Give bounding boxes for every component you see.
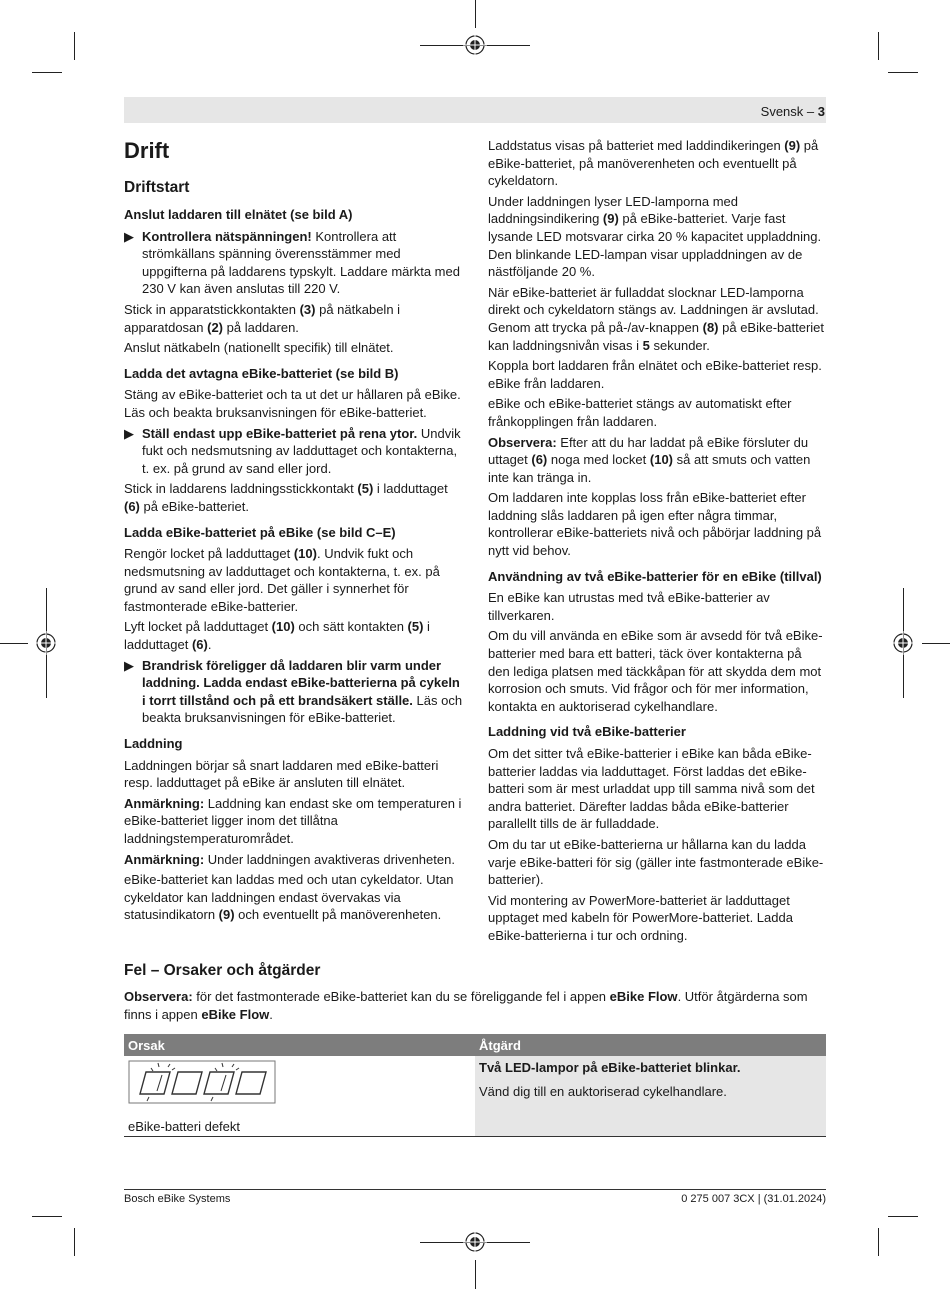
paragraph: Vid montering av PowerMore-batteriet är ladduttaget upptaget med kabeln för PowerMore-batteriet. Ladda eBike-batterierna i tur och ordning. <box>488 892 793 943</box>
paragraph: När eBike-batteriet är fulladdat slocknar LED-lamporna direkt och cykeldatorn stängs av. Laddningen är avslutad. Genom att trycka på på-/av-knappen (8) på eBike-batteriet kan laddningsnivån visas i 5 sekunder. <box>488 284 825 353</box>
crop-mark <box>475 0 476 28</box>
paragraph: Om du vill använda en eBike som är avsedd för två eBike-batterier med bara ett batteri, täck över kontakterna på den lediga platsen med täckkåpan för att skydda dem mot korrosion och smuts. Vid frågor och för mer information, kontakta en auktoriserad cykelhandlare. <box>488 628 823 714</box>
crop-mark <box>0 643 28 644</box>
paragraph: Om du tar ut eBike-batterierna ur hållarna kan du ladda varje eBike-batteri för sig (gäller inte fastmonterade eBike-batterier). <box>488 836 824 888</box>
heading-connect-charger: Anslut laddaren till elnätet (se bild A) <box>124 207 353 222</box>
subsection-title: Driftstart <box>124 179 190 196</box>
cause-cell <box>124 1056 475 1137</box>
heading-two-batteries: Användning av två eBike-batterier för en eBike (tillval) <box>488 568 822 584</box>
warning-bullet: ▶ Ställ endast upp eBike-batteriet på rena ytor. Undvik fukt och nedsmutsning av ladduttaget och kontakterna, t. ex. på grund av sand eller jord. <box>124 425 461 476</box>
footer-doc-id: 0 275 007 3CX | (31.01.2024) <box>681 1193 826 1205</box>
crop-mark <box>74 1228 75 1256</box>
left-column <box>124 138 466 927</box>
crop-mark <box>475 1260 476 1289</box>
errors-table <box>124 1034 826 1137</box>
column-header-cause: Orsak <box>124 1034 475 1056</box>
action-title: Två LED-lampor på eBike-batteriet blinkar. <box>479 1060 741 1075</box>
table-row <box>124 1056 826 1137</box>
paragraph: Om det sitter två eBike-batterier i eBike kan båda eBike-batterier laddas via ladduttaget. Först laddas det eBike-batteri som är mest urladdat upp till samma nivå som det andra batteriet. Därefter laddas båda eBike-batterier parallellt tills de är fulladdade. <box>488 746 815 832</box>
crop-mark <box>888 1216 918 1217</box>
cause-text: eBike-batteri defekt <box>128 1119 241 1134</box>
arrow-icon: ▶ <box>124 228 134 244</box>
paragraph: eBike och eBike-batteriet stängs av automatiskt efter frånkopplingen från laddaren. <box>488 396 792 429</box>
registration-mark-icon <box>34 631 58 655</box>
action-cell <box>475 1056 826 1137</box>
paragraph: Laddstatus visas på batteriet med laddindikeringen (9) på eBike-batteriet, på manöverenheten och eventuellt på cykeldatorn. <box>488 138 819 189</box>
registration-mark-icon <box>463 1230 487 1254</box>
heading-charging-two-batteries: Laddning vid två eBike-batterier <box>488 724 686 740</box>
registration-mark-icon <box>463 33 487 57</box>
page-number: 3 <box>817 104 825 119</box>
action-text: Vänd dig till en auktoriserad cykelhandlare. <box>479 1084 727 1099</box>
paragraph: En eBike kan utrustas med två eBike-batterier av tillverkaren. <box>488 590 770 623</box>
warning-bullet: ▶ Brandrisk föreligger då laddaren blir varm under laddning. Ladda endast eBike-batterierna på cykeln i torrt tillstånd och på ett brandsäkert ställe. Läs och beakta bruksanvisningen för eBike-batteriet. <box>124 657 463 726</box>
paragraph: Anslut nätkabeln (nationellt specifik) till elnätet. <box>124 340 394 356</box>
heading-charge-on-ebike: Ladda eBike-batteriet på eBike (se bild C–E) <box>124 524 396 540</box>
battery-led-blink-icon <box>127 1059 277 1105</box>
paragraph: Under laddningen lyser LED-lamporna med laddningsindikering (9) på eBike-batteriet. Varje fast lysande LED motsvarar cirka 20 % kapacitet uppladdning. Den blinkande LED-lampan visar uppladdningen av de nästföljande 20 %. <box>488 193 822 280</box>
paragraph: Om laddaren inte kopplas loss från eBike-batteriet efter laddning slås laddaren på igen efter några timmar, kontrollerar eBike-batteriets nivå och påbörjar laddning på nytt vid behov. <box>488 490 822 559</box>
header-bar <box>124 97 826 123</box>
page-header <box>761 104 825 119</box>
heading-charge-removed-battery: Ladda det avtagna eBike-batteriet (se bild B) <box>124 365 399 381</box>
paragraph: Laddningen börjar så snart laddaren med eBike-batteri resp. ladduttaget på eBike är ansluten till elnätet. <box>124 757 439 791</box>
section-title: Drift <box>124 138 170 163</box>
note: Anmärkning: Laddning kan endast ske om temperaturen i eBike-batteriet ligger inom det tillåtna laddningstemperaturområdet. <box>124 795 462 846</box>
heading-charging: Laddning <box>124 736 183 752</box>
paragraph: Rengör locket på ladduttaget (10). Undvik fukt och nedsmutsning av ladduttaget och kontakterna, t. ex. på grund av sand eller jord. Det gäller i synnerhet för fastmonterade eBike-batterier. <box>124 546 440 614</box>
errors-heading: Fel – Orsaker och åtgärder <box>124 962 321 979</box>
header-language: Svensk – <box>760 104 815 119</box>
footer-divider <box>124 1189 826 1190</box>
crop-mark <box>32 72 62 73</box>
crop-mark <box>888 72 918 73</box>
crop-mark <box>878 32 879 60</box>
note: Observera: Efter att du har laddat på eBike försluter du uttaget (6) noga med locket (10) så att smuts och vatten inte kan tränga in. <box>488 434 811 485</box>
paragraph: Stick in apparatstickkontakten (3) på nätkabeln i apparatdosan (2) på laddaren. <box>124 301 401 335</box>
note: Anmärkning: Under laddningen avaktiveras drivenheten. <box>124 851 455 867</box>
arrow-icon: ▶ <box>124 657 134 673</box>
errors-note: Observera: för det fastmonterade eBike-batteriet kan du se föreliggande fel i appen eBike Flow. Utför åtgärderna som finns i appen eBike Flow. <box>124 989 808 1022</box>
arrow-icon: ▶ <box>124 425 134 441</box>
column-header-action: Åtgärd <box>475 1034 826 1056</box>
paragraph: Stäng av eBike-batteriet och ta ut det ur hållaren på eBike. Läs och beakta bruksanvisningen för eBike-batteriet. <box>124 387 461 420</box>
paragraph: Stick in laddarens laddningsstickkontakt (5) i ladduttaget (6) på eBike-batteriet. <box>124 481 448 514</box>
registration-mark-icon <box>891 631 915 655</box>
crop-mark <box>922 643 950 644</box>
footer-company: Bosch eBike Systems <box>124 1193 231 1205</box>
crop-mark <box>878 1228 879 1256</box>
paragraph: Lyft locket på ladduttaget (10) och sätt kontakten (5) i ladduttaget (6). <box>124 619 430 653</box>
right-column <box>488 137 826 948</box>
paragraph: Koppla bort laddaren från elnätet och eBike-batteriet resp. eBike från laddaren. <box>488 358 822 391</box>
crop-mark <box>32 1216 62 1217</box>
crop-mark <box>74 32 75 60</box>
warning-bullet: ▶ Kontrollera nätspänningen! Kontrollera att strömkällans spänning överensstämmer med uppgifterna på laddarens typskylt. Laddare märkta med 230 V kan även anslutas till 220 V. <box>124 228 460 297</box>
paragraph: eBike-batteriet kan laddas med och utan cykeldator. Utan cykeldator kan laddningen endast övervakas via statusindikatorn (9) och eventuellt på manöverenheten. <box>124 872 454 923</box>
